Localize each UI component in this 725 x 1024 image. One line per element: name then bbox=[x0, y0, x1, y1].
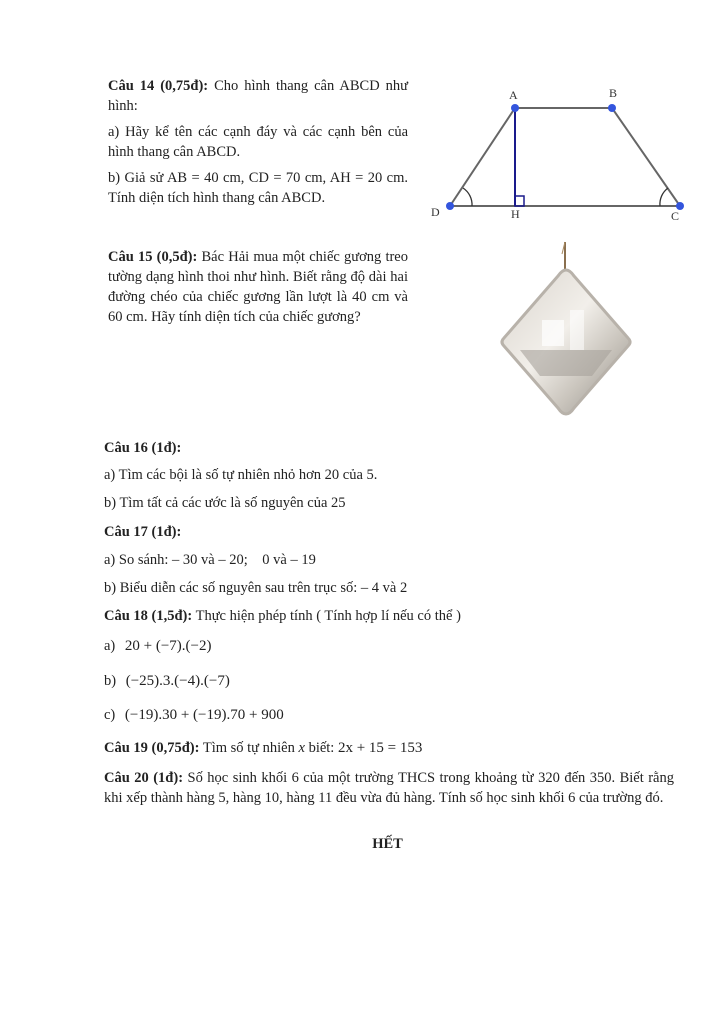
angle-c-arc bbox=[660, 188, 668, 206]
q14-heading: Câu 14 (0,75đ): bbox=[108, 78, 209, 94]
q19-heading: Câu 19 (0,75đ): bbox=[104, 740, 200, 756]
q18-part-c bbox=[104, 707, 284, 724]
question-19 bbox=[104, 740, 422, 757]
q14-intro: Cho hình thang cân ABCD như hình: bbox=[108, 78, 408, 114]
point-a bbox=[511, 104, 519, 112]
q15-text: Bác Hải mua một chiếc gương treo tường dạng hình thoi như hình. Biết rằng độ dài hai đường chéo của chiếc gương lần lượt là 40 cm và 60 cm. Hãy tính diện tích của chiếc gương? bbox=[108, 249, 408, 325]
q18-a-expression: 20 + (−7).(−2) bbox=[124, 638, 212, 654]
right-angle-mark bbox=[515, 196, 524, 206]
mirror-reflection-window-2 bbox=[570, 310, 584, 350]
q18-heading: Câu 18 (1,5đ): bbox=[104, 608, 193, 624]
q14-part-b: b) Giả sử AB = 40 cm, CD = 70 cm, AH = 20 cm. Tính diện tích hình thang cân ABCD. bbox=[108, 170, 408, 206]
angle-d-arc bbox=[463, 188, 472, 206]
q19-variable: x bbox=[298, 740, 305, 756]
point-d bbox=[446, 202, 454, 210]
question-14 bbox=[108, 76, 408, 208]
q16-heading: Câu 16 (1đ): bbox=[104, 440, 182, 456]
q18-part-b bbox=[104, 673, 230, 690]
label-d: D bbox=[431, 205, 440, 219]
mirror-rhombus bbox=[502, 270, 630, 414]
q18-a-label: a) bbox=[104, 638, 116, 654]
q17-heading: Câu 17 (1đ): bbox=[104, 524, 182, 540]
mirror-reflection-window bbox=[542, 320, 564, 346]
q18-b-expression: (−25).3.(−4).(−7) bbox=[125, 673, 230, 689]
label-c: C bbox=[671, 209, 680, 223]
q16-part-a: a) Tìm các bội là số tự nhiên nhỏ hơn 20 của 5. bbox=[104, 467, 378, 483]
q16-part-b: b) Tìm tất cả các ước là số nguyên của 25 bbox=[104, 495, 346, 511]
q19-text: Tìm số tự nhiên bbox=[199, 740, 299, 756]
question-18 bbox=[104, 608, 461, 625]
q20-heading: Câu 20 (1đ): bbox=[104, 770, 184, 786]
q17-part-b: b) Biểu diễn các số nguyên sau trên trục số: – 4 và 2 bbox=[104, 580, 408, 596]
q14-part-a: a) Hãy kể tên các cạnh đáy và các cạnh bên của hình thang cân ABCD. bbox=[108, 124, 408, 160]
q18-b-label: b) bbox=[104, 673, 117, 689]
question-20 bbox=[104, 768, 674, 808]
label-a: A bbox=[509, 88, 518, 102]
end-marker: HẾT bbox=[372, 836, 403, 852]
q18-text: Thực hiện phép tính ( Tính hợp lí nếu có thể ) bbox=[192, 608, 461, 624]
rhombus-mirror-image bbox=[496, 240, 636, 422]
q19-text-2: biết: bbox=[304, 740, 338, 756]
label-b: B bbox=[609, 86, 618, 100]
point-b bbox=[608, 104, 616, 112]
q18-c-expression: (−19).30 + (−19).70 + 900 bbox=[124, 707, 284, 723]
q18-c-label: c) bbox=[104, 707, 116, 723]
trapezoid-figure bbox=[420, 80, 700, 230]
label-h: H bbox=[511, 207, 520, 221]
q18-part-a bbox=[104, 638, 212, 655]
q20-text: Số học sinh khối 6 của một trường THCS trong khoảng từ 320 đến 350. Biết rằng khi xếp thành hàng 5, hàng 10, hàng 11 đều vừa đủ hàng. Tính số học sinh khối 6 của trường đó. bbox=[104, 770, 674, 806]
trapezoid-abcd bbox=[450, 108, 680, 206]
q15-heading: Câu 15 (0,5đ): bbox=[108, 249, 198, 265]
q19-equation: 2x + 15 = 153 bbox=[337, 740, 423, 756]
q17-part-a: a) So sánh: – 30 và – 20; 0 và – 19 bbox=[104, 552, 316, 568]
question-15 bbox=[108, 247, 408, 327]
